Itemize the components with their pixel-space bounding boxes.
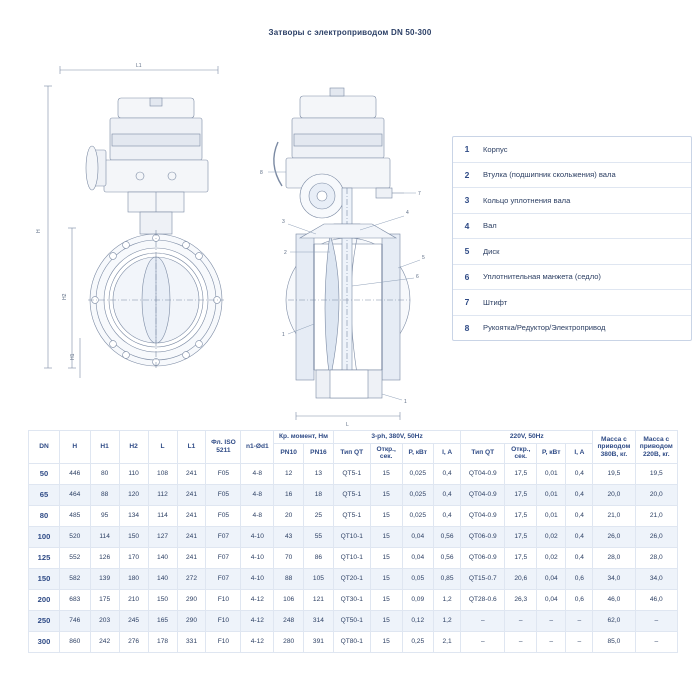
table-cell: 0,02 (537, 547, 566, 568)
table-cell: 4-8 (241, 463, 274, 484)
table-cell: 126 (90, 547, 119, 568)
svg-text:L1: L1 (136, 63, 142, 69)
legend-label: Вал (483, 221, 497, 231)
table-cell: 46,0 (593, 589, 635, 610)
table-cell: 241 (177, 505, 206, 526)
legend-item (453, 290, 691, 316)
table-cell: 20,6 (505, 568, 537, 589)
col-power-220: P, кВт (537, 443, 566, 463)
table-cell: 520 (59, 526, 90, 547)
col-open-sec-220: Откр., сек. (505, 443, 537, 463)
table-cell: 4-8 (241, 484, 274, 505)
col-l1: L1 (177, 431, 206, 464)
table-row (29, 568, 678, 589)
table-cell: 34,0 (635, 568, 677, 589)
table-cell: 112 (148, 484, 177, 505)
table-cell: 15 (370, 505, 402, 526)
table-row (29, 631, 678, 652)
table-cell: 272 (177, 568, 206, 589)
table-cell: 241 (177, 463, 206, 484)
table-cell: QT20-1 (333, 568, 370, 589)
table-cell: QT50-1 (333, 610, 370, 631)
table-cell: QT5-1 (333, 505, 370, 526)
cell-dn: 65 (29, 484, 60, 505)
table-cell: 165 (148, 610, 177, 631)
legend-item (453, 239, 691, 265)
col-h1: H1 (90, 431, 119, 464)
table-cell: 15 (370, 526, 402, 547)
legend-label: Штифт (483, 297, 508, 307)
svg-text:1: 1 (282, 332, 285, 338)
legend-item (453, 316, 691, 341)
group-torque: Кр. момент, Нм (274, 431, 334, 444)
table-row (29, 526, 678, 547)
specification-table (28, 430, 678, 653)
legend-label: Уплотнительная манжета (седло) (483, 272, 601, 282)
col-open-sec-380: Откр., сек. (370, 443, 402, 463)
table-cell: 85,0 (593, 631, 635, 652)
table-cell: – (537, 631, 566, 652)
table-cell: – (537, 610, 566, 631)
table-cell: 15 (370, 631, 402, 652)
table-cell: 0,4 (566, 505, 593, 526)
table-cell: QT5-1 (333, 463, 370, 484)
table-row (29, 610, 678, 631)
table-cell: 0,05 (402, 568, 433, 589)
table-cell: 127 (148, 526, 177, 547)
table-cell: 170 (119, 547, 148, 568)
table-row (29, 463, 678, 484)
legend-item (453, 137, 691, 163)
table-cell: 4-12 (241, 589, 274, 610)
table-cell: QT10-1 (333, 526, 370, 547)
legend-number: 6 (464, 271, 470, 282)
table-cell: 86 (304, 547, 334, 568)
legend-number: 3 (464, 195, 470, 206)
cell-dn: 50 (29, 463, 60, 484)
table-cell: 105 (304, 568, 334, 589)
table-cell: F10 (206, 589, 241, 610)
table-cell: 178 (148, 631, 177, 652)
table-cell: 62,0 (593, 610, 635, 631)
cell-dn: 250 (29, 610, 60, 631)
table-cell: 21,0 (593, 505, 635, 526)
table-cell: 140 (148, 547, 177, 568)
col-current-220: I, A (566, 443, 593, 463)
table-cell: 280 (274, 631, 304, 652)
table-cell: 114 (90, 526, 119, 547)
table-cell: 15 (370, 547, 402, 568)
legend-number: 7 (464, 297, 470, 308)
col-n1-d1: n1-Ød1 (241, 431, 274, 464)
svg-text:4: 4 (406, 210, 409, 216)
legend-label: Кольцо уплотнения вала (483, 195, 571, 205)
table-cell: 0,4 (433, 463, 460, 484)
table-cell: 17,5 (505, 526, 537, 547)
table-cell: 26,3 (505, 589, 537, 610)
table-cell: 134 (119, 505, 148, 526)
table-cell: 0,025 (402, 505, 433, 526)
col-flange-iso: Фл. ISO 5211 (206, 431, 241, 464)
table-cell: 17,5 (505, 547, 537, 568)
cell-dn: 200 (29, 589, 60, 610)
legend-label: Диск (483, 246, 500, 256)
table-cell: 0,04 (402, 547, 433, 568)
table-cell: 210 (119, 589, 148, 610)
table-cell: 0,09 (402, 589, 433, 610)
table-cell: 331 (177, 631, 206, 652)
legend-item (453, 163, 691, 189)
table-cell: 242 (90, 631, 119, 652)
table-cell: F05 (206, 463, 241, 484)
table-cell: 0,04 (537, 589, 566, 610)
table-cell: 0,02 (537, 526, 566, 547)
svg-text:5: 5 (422, 255, 425, 261)
legend-item (453, 214, 691, 240)
svg-text:L: L (346, 422, 349, 428)
table-cell: F07 (206, 568, 241, 589)
table-cell: F05 (206, 505, 241, 526)
table-cell: 70 (274, 547, 304, 568)
table-cell: QT28-0.6 (461, 589, 505, 610)
col-l: L (148, 431, 177, 464)
table-cell: 55 (304, 526, 334, 547)
table-cell: 0,025 (402, 484, 433, 505)
table-cell: 26,0 (635, 526, 677, 547)
legend-number: 1 (464, 144, 470, 155)
legend-item (453, 188, 691, 214)
table-cell: F10 (206, 610, 241, 631)
table-cell: 0,01 (537, 484, 566, 505)
table-cell: – (505, 610, 537, 631)
table-body (29, 463, 678, 652)
legend-number: 8 (464, 322, 470, 333)
table-cell: 19,5 (593, 463, 635, 484)
table-cell: 0,56 (433, 526, 460, 547)
table-cell: 15 (370, 610, 402, 631)
svg-text:2: 2 (284, 250, 287, 256)
table-cell: 290 (177, 610, 206, 631)
col-pn10: PN10 (274, 443, 304, 463)
table-cell: 0,4 (566, 484, 593, 505)
cell-dn: 80 (29, 505, 60, 526)
table-cell: 582 (59, 568, 90, 589)
svg-text:H1: H1 (70, 353, 76, 360)
table-cell: 114 (148, 505, 177, 526)
legend-number: 2 (464, 169, 470, 180)
col-mass-380: Масса с приводом 380В, кг. (593, 431, 635, 464)
cell-dn: 100 (29, 526, 60, 547)
table-cell: 13 (304, 463, 334, 484)
svg-text:3: 3 (282, 219, 285, 225)
table-cell: F07 (206, 526, 241, 547)
svg-text:1: 1 (404, 399, 407, 405)
table-cell: 245 (119, 610, 148, 631)
col-type-qt-220: Тип QT (461, 443, 505, 463)
table-cell: 17,5 (505, 505, 537, 526)
cell-dn: 300 (29, 631, 60, 652)
table-cell: 46,0 (635, 589, 677, 610)
table-cell: 0,4 (433, 484, 460, 505)
table-cell: 20 (274, 505, 304, 526)
table-cell: 4-10 (241, 547, 274, 568)
table-cell: F07 (206, 547, 241, 568)
table-cell: 139 (90, 568, 119, 589)
table-cell: 552 (59, 547, 90, 568)
table-cell: – (566, 610, 593, 631)
table-cell: 110 (119, 463, 148, 484)
table-cell: 241 (177, 526, 206, 547)
svg-text:8: 8 (260, 170, 263, 176)
table-cell: 43 (274, 526, 304, 547)
table-cell: 446 (59, 463, 90, 484)
table-cell: 21,0 (635, 505, 677, 526)
table-cell: 0,025 (402, 463, 433, 484)
col-h2: H2 (119, 431, 148, 464)
table-cell: 464 (59, 484, 90, 505)
table-cell: 0,4 (566, 547, 593, 568)
table-cell: 20,0 (635, 484, 677, 505)
table-cell: 0,25 (402, 631, 433, 652)
table-cell: 0,04 (402, 526, 433, 547)
col-mass-220: Масса с приводом 220В, кг. (635, 431, 677, 464)
legend-label: Рукоятка/Редуктор/Электропривод (483, 323, 606, 333)
table-cell: 860 (59, 631, 90, 652)
table-cell: 28,0 (635, 547, 677, 568)
table-cell: 19,5 (635, 463, 677, 484)
col-pn16: PN16 (304, 443, 334, 463)
table-cell: 28,0 (593, 547, 635, 568)
col-dn: DN (29, 431, 60, 464)
table-cell: 150 (119, 526, 148, 547)
group-3ph-380v: 3-ph, 380V, 50Hz (333, 431, 460, 444)
legend-table (452, 136, 692, 341)
table-cell: 12 (274, 463, 304, 484)
table-cell: 290 (177, 589, 206, 610)
table-cell: – (461, 631, 505, 652)
table-cell: 121 (304, 589, 334, 610)
svg-text:H2: H2 (62, 293, 68, 300)
table-cell: 17,5 (505, 484, 537, 505)
table-cell: QT80-1 (333, 631, 370, 652)
col-h: H (59, 431, 90, 464)
table-cell: 88 (90, 484, 119, 505)
legend-number: 4 (464, 220, 470, 231)
table-row (29, 484, 678, 505)
col-power-380: P, кВт (402, 443, 433, 463)
table-cell: 0,01 (537, 463, 566, 484)
table-cell: 314 (304, 610, 334, 631)
table-cell: 17,5 (505, 463, 537, 484)
table-cell: 203 (90, 610, 119, 631)
table-cell: QT06-0.9 (461, 547, 505, 568)
table-cell: 1,2 (433, 589, 460, 610)
table-cell: F10 (206, 631, 241, 652)
table-cell: 108 (148, 463, 177, 484)
table-cell: 276 (119, 631, 148, 652)
table-cell: 0,6 (566, 568, 593, 589)
technical-drawing (0, 38, 440, 428)
table-cell: 15 (370, 589, 402, 610)
table-cell: 20,0 (593, 484, 635, 505)
table-cell: 150 (148, 589, 177, 610)
table-row (29, 547, 678, 568)
table-cell: – (505, 631, 537, 652)
table-cell: 80 (90, 463, 119, 484)
page-title: Затворы с электроприводом DN 50-300 (268, 28, 432, 37)
table-cell: QT15-0.7 (461, 568, 505, 589)
table-cell: 15 (370, 484, 402, 505)
table-cell: QT04-0.9 (461, 463, 505, 484)
table-cell: – (566, 631, 593, 652)
table-cell: 0,4 (566, 526, 593, 547)
cell-dn: 125 (29, 547, 60, 568)
legend-number: 5 (464, 246, 470, 257)
table-cell: 4-12 (241, 610, 274, 631)
table-cell: 0,04 (537, 568, 566, 589)
table-cell: 16 (274, 484, 304, 505)
legend-item (453, 265, 691, 291)
table-cell: 15 (370, 568, 402, 589)
table-cell: 683 (59, 589, 90, 610)
col-current-380: I, A (433, 443, 460, 463)
svg-text:6: 6 (416, 274, 419, 280)
table-cell: 15 (370, 463, 402, 484)
table-cell: 34,0 (593, 568, 635, 589)
table-cell: QT06-0.9 (461, 526, 505, 547)
svg-text:H: H (36, 229, 42, 233)
cell-dn: 150 (29, 568, 60, 589)
table-cell: 4-10 (241, 568, 274, 589)
table-cell: 18 (304, 484, 334, 505)
table-cell: 120 (119, 484, 148, 505)
table-cell: 4-8 (241, 505, 274, 526)
table-cell: 106 (274, 589, 304, 610)
group-220v: 220V, 50Hz (461, 431, 593, 444)
table-cell: QT04-0.9 (461, 484, 505, 505)
table-cell: 248 (274, 610, 304, 631)
table-cell: – (635, 631, 677, 652)
table-cell: 746 (59, 610, 90, 631)
svg-text:7: 7 (418, 191, 421, 197)
table-cell: 0,56 (433, 547, 460, 568)
table-cell: 2,1 (433, 631, 460, 652)
table-cell: 0,4 (433, 505, 460, 526)
table-cell: 0,12 (402, 610, 433, 631)
table-cell: 175 (90, 589, 119, 610)
table-cell: 4-12 (241, 631, 274, 652)
table-cell: 26,0 (593, 526, 635, 547)
table-cell: 180 (119, 568, 148, 589)
table-cell: 25 (304, 505, 334, 526)
table-cell: 485 (59, 505, 90, 526)
table-cell: 1,2 (433, 610, 460, 631)
legend-label: Корпус (483, 144, 508, 154)
table-cell: 0,85 (433, 568, 460, 589)
table-cell: 88 (274, 568, 304, 589)
table-cell: – (461, 610, 505, 631)
table-cell: QT30-1 (333, 589, 370, 610)
table-cell: 140 (148, 568, 177, 589)
table-cell: F05 (206, 484, 241, 505)
legend-label: Втулка (подшипник скольжения) вала (483, 170, 616, 180)
table-row (29, 589, 678, 610)
table-cell: 241 (177, 547, 206, 568)
table-cell: 391 (304, 631, 334, 652)
table-cell: 0,01 (537, 505, 566, 526)
table-cell: QT10-1 (333, 547, 370, 568)
col-type-qt-380: Тип QT (333, 443, 370, 463)
table-cell: 0,6 (566, 589, 593, 610)
table-cell: 0,4 (566, 463, 593, 484)
table-cell: – (635, 610, 677, 631)
table-cell: 4-10 (241, 526, 274, 547)
table-cell: QT04-0.9 (461, 505, 505, 526)
table-cell: QT5-1 (333, 484, 370, 505)
table-cell: 241 (177, 484, 206, 505)
table-cell: 95 (90, 505, 119, 526)
table-row (29, 505, 678, 526)
